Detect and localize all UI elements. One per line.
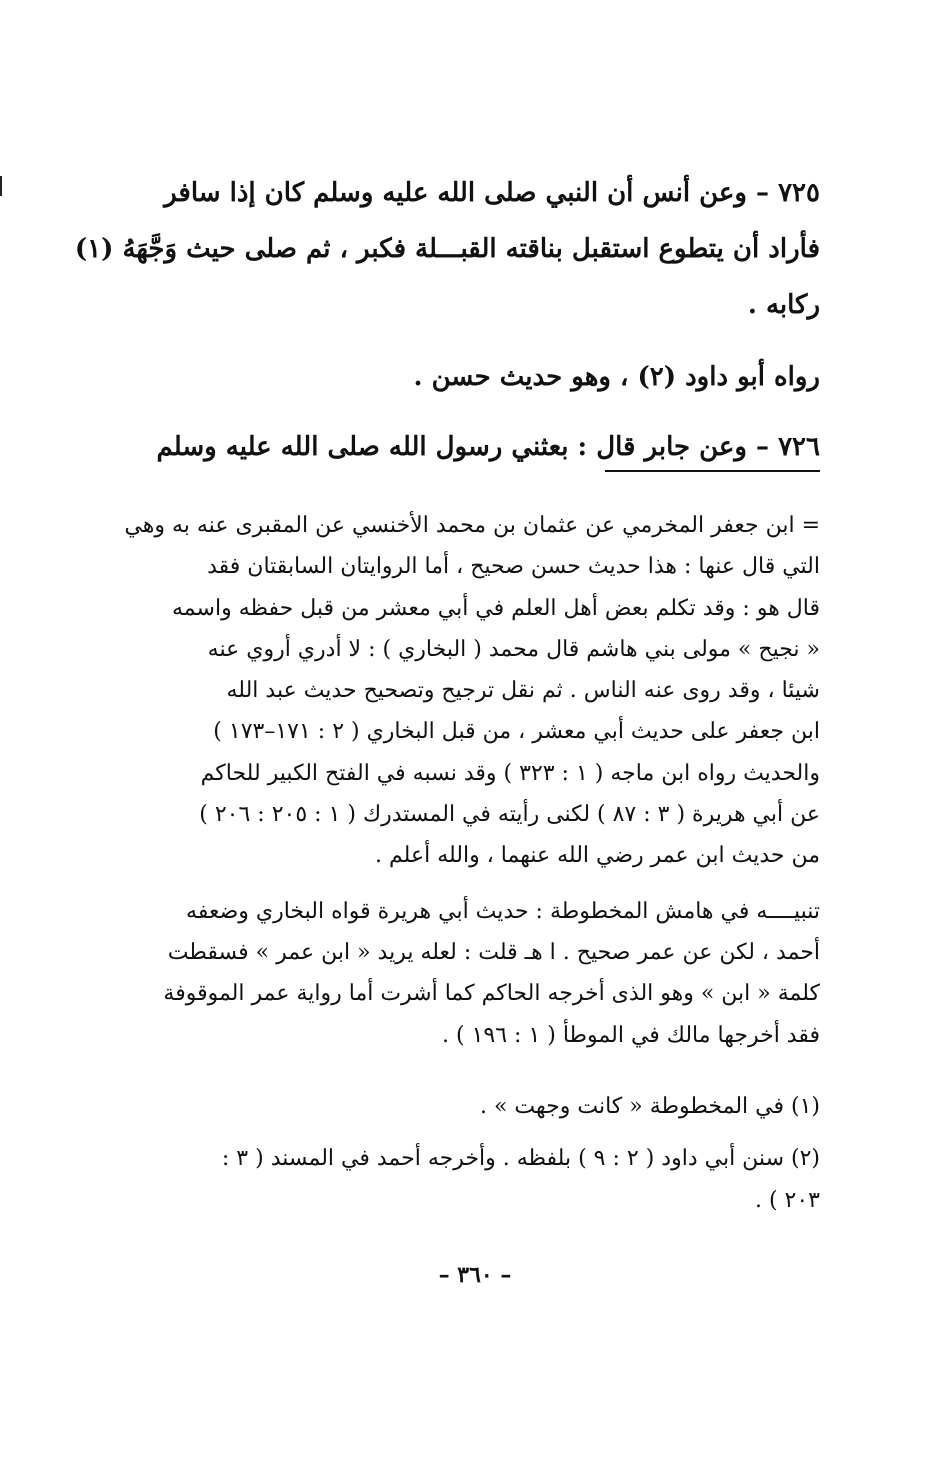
note-p1-line-4: « نجيح » مولى بني هاشم قال محمد ( البخاري ) : لا أدري أروي عنه bbox=[207, 636, 820, 662]
footnote-1: (١) في المخطوطة « كانت وجهت » . bbox=[479, 1094, 820, 1119]
main-text bbox=[74, 165, 820, 475]
footnote-2-line-2: ٢٠٣ ) . bbox=[754, 1188, 820, 1213]
hadith-725-line-1: ٧٢٥ – وعن أنس أن النبي صلى الله عليه وسلم كان إذا سافر bbox=[164, 178, 820, 208]
note-p2-line-2: أحمد ، لكن عن عمر صحيح . ا هـ قلت : لعله يريد « ابن عمر » فسقطت bbox=[167, 939, 820, 965]
footnote-2-line-1: (٢) سنن أبي داود ( ٢ : ٩ ) بلفظه . وأخرجه أحمد في المسند ( ٣ : bbox=[221, 1146, 820, 1171]
hadith-725-line-2: فأراد أن يتطوع استقبل بناقته القبـــلة فكبر ، ثم صلى حيث وَجَّهَهُ (١) bbox=[74, 234, 820, 264]
note-p1-line-2: التي قال عنها : هذا حديث حسن صحيح ، أما الروايتان السابقتان فقد bbox=[207, 554, 820, 580]
narration-line: رواه أبو داود (٢) ، وهو حديث حسن . bbox=[413, 362, 820, 392]
hadith-726-line: ٧٢٦ – وعن جابر قال : بعثني رسول الله صلى الله عليه وسلم bbox=[156, 432, 820, 462]
note-p2-line-3: كلمة « ابن » وهو الذى أخرجه الحاكم كما أشرت أما رواية عمر الموقوفة bbox=[163, 981, 820, 1007]
note-p1-line-3: قال هو : وقد تكلم بعض أهل العلم في أبي معشر من قبل حفظه واسمه bbox=[172, 595, 820, 621]
footnotes bbox=[160, 1086, 820, 1222]
page-number: – ٣٦٠ – bbox=[438, 1262, 512, 1288]
note-p1-line-6: ابن جعفر على حديث أبي معشر ، من قبل البخاري ( ٢ : ١٧١–١٧٣ ) bbox=[213, 719, 820, 745]
note-p2-line-4: فقد أخرجها مالك في الموطأ ( ١ : ١٩٦ ) . bbox=[442, 1022, 820, 1048]
footnote-separator-rule bbox=[605, 470, 820, 472]
note-p1-line-1: = ابن جعفر المخرمي عن عثمان بن محمد الأخنسي عن المقبرى عنه به وهي bbox=[124, 513, 820, 538]
note-p2-line-1: تنبيــــه في هامش المخطوطة : حديث أبي هريرة قواه البخاري وضعفه bbox=[186, 898, 820, 924]
scan-edge-mark bbox=[0, 176, 2, 196]
note-p1-line-9: من حديث ابن عمر رضي الله عنهما ، والله أعلم . bbox=[375, 843, 820, 869]
note-p1-line-8: عن أبي هريرة ( ٣ : ٨٧ ) لكنى رأيته في المستدرك ( ١ : ٢٠٥ : ٢٠٦ ) bbox=[199, 802, 820, 828]
hadith-725-line-3: ركابه . bbox=[747, 290, 820, 320]
note-p1-line-5: شيئا ، وقد روى عنه الناس . ثم نقل ترجيح وتصحيح حديث عبد الله bbox=[226, 678, 820, 704]
note-p1-line-7: والحديث رواه ابن ماجه ( ١ : ٣٢٣ ) وقد نسبه في الفتح الكبير للحاكم bbox=[200, 760, 820, 786]
editor-notes bbox=[124, 505, 820, 1056]
